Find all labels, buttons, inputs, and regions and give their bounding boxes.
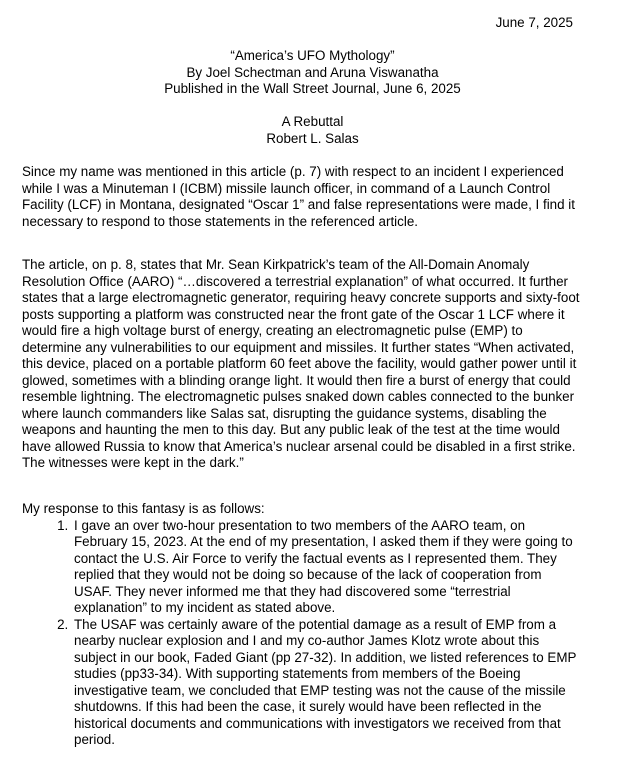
list-item: 2. The USAF was certainly aware of the potential damage as a result of EMP from a nearby nuclear explosion and I and my co-author James Klotz wrote about this subject in our book, Faded Giant (pp 27-32). In addition, we listed references to EMP studies (pp33-34). With supporting statements from members of the Boeing investigative team, we concluded that EMP testing was not the cause of the missile shutdowns. If this had been the case, it surely would have been reflected in the historical documents and communications with investigators we received from that period. [72, 617, 582, 749]
article-title: “America’s UFO Mythology” [230, 48, 395, 63]
article-byline: By Joel Schectman and Aruna Viswanatha [186, 64, 439, 80]
paragraph-intro [22, 164, 582, 230]
paragraph-article-claims [22, 257, 582, 472]
rebuttal-title: A Rebuttal [281, 114, 344, 129]
article-publication: Published in the Wall Street Journal, June 6, 2025 [164, 81, 461, 96]
document-date: June 7, 2025 [495, 15, 573, 30]
response-section [22, 501, 582, 749]
response-intro: My response to this fantasy is as follows: [22, 501, 265, 516]
response-list [22, 518, 582, 749]
rebuttal-author: Robert L. Salas [266, 130, 359, 146]
paragraph-text: The article, on p. 8, states that Mr. Sean Kirkpatrick’s team of the All-Domain Anomaly Resolution Office (AARO) “…discovered a terrestrial explanation” of what occurred. It further states that a large electromagnetic generator, requiring heavy concrete supports and sixty-foot posts supporting a platform was constructed near the front gate of the Oscar 1 LCF where it would fire a high voltage burst of energy, creating an electromagnetic pulse (EMP) to determine any vulnerabilities to our equipment and missiles. It further states “When activated, this device, placed on a portable platform 60 feet above the facility, would gather power until it glowed, sometimes with a blinding orange light. It would then fire a burst of energy that could resemble lightning. The electromagnetic pulses snaked down cables connected to the bunker where launch commanders like Salas sat, disrupting the guidance systems, disabling the weapons and haunting the men to this day. But any public leak of the test at the time would have allowed Russia to know that America’s nuclear arsenal could be disabled in a first strike. The witnesses were kept in the dark.” [22, 257, 580, 470]
rebuttal-header [0, 114, 625, 147]
paragraph-text: Since my name was mentioned in this article (p. 7) with respect to an incident I experienced while I was a Minuteman I (ICBM) missile launch officer, in command of a Launch Control Facility (LCF) in Montana, designated “Oscar 1” and false representations were made, I find it necessary to respond to those statements in the referenced article. [22, 164, 575, 229]
article-header [0, 48, 625, 98]
list-item: 1. I gave an over two-hour presentation to two members of the AARO team, on February 15, 2023. At the end of my presentation, I asked them if they were going to contact the U.S. Air Force to verify the factual events as I represented them. They replied that they would not be doing so because of the lack of cooperation from USAF. They never informed me that they had discovered some “terrestrial explanation” to my incident as stated above. [72, 518, 582, 617]
